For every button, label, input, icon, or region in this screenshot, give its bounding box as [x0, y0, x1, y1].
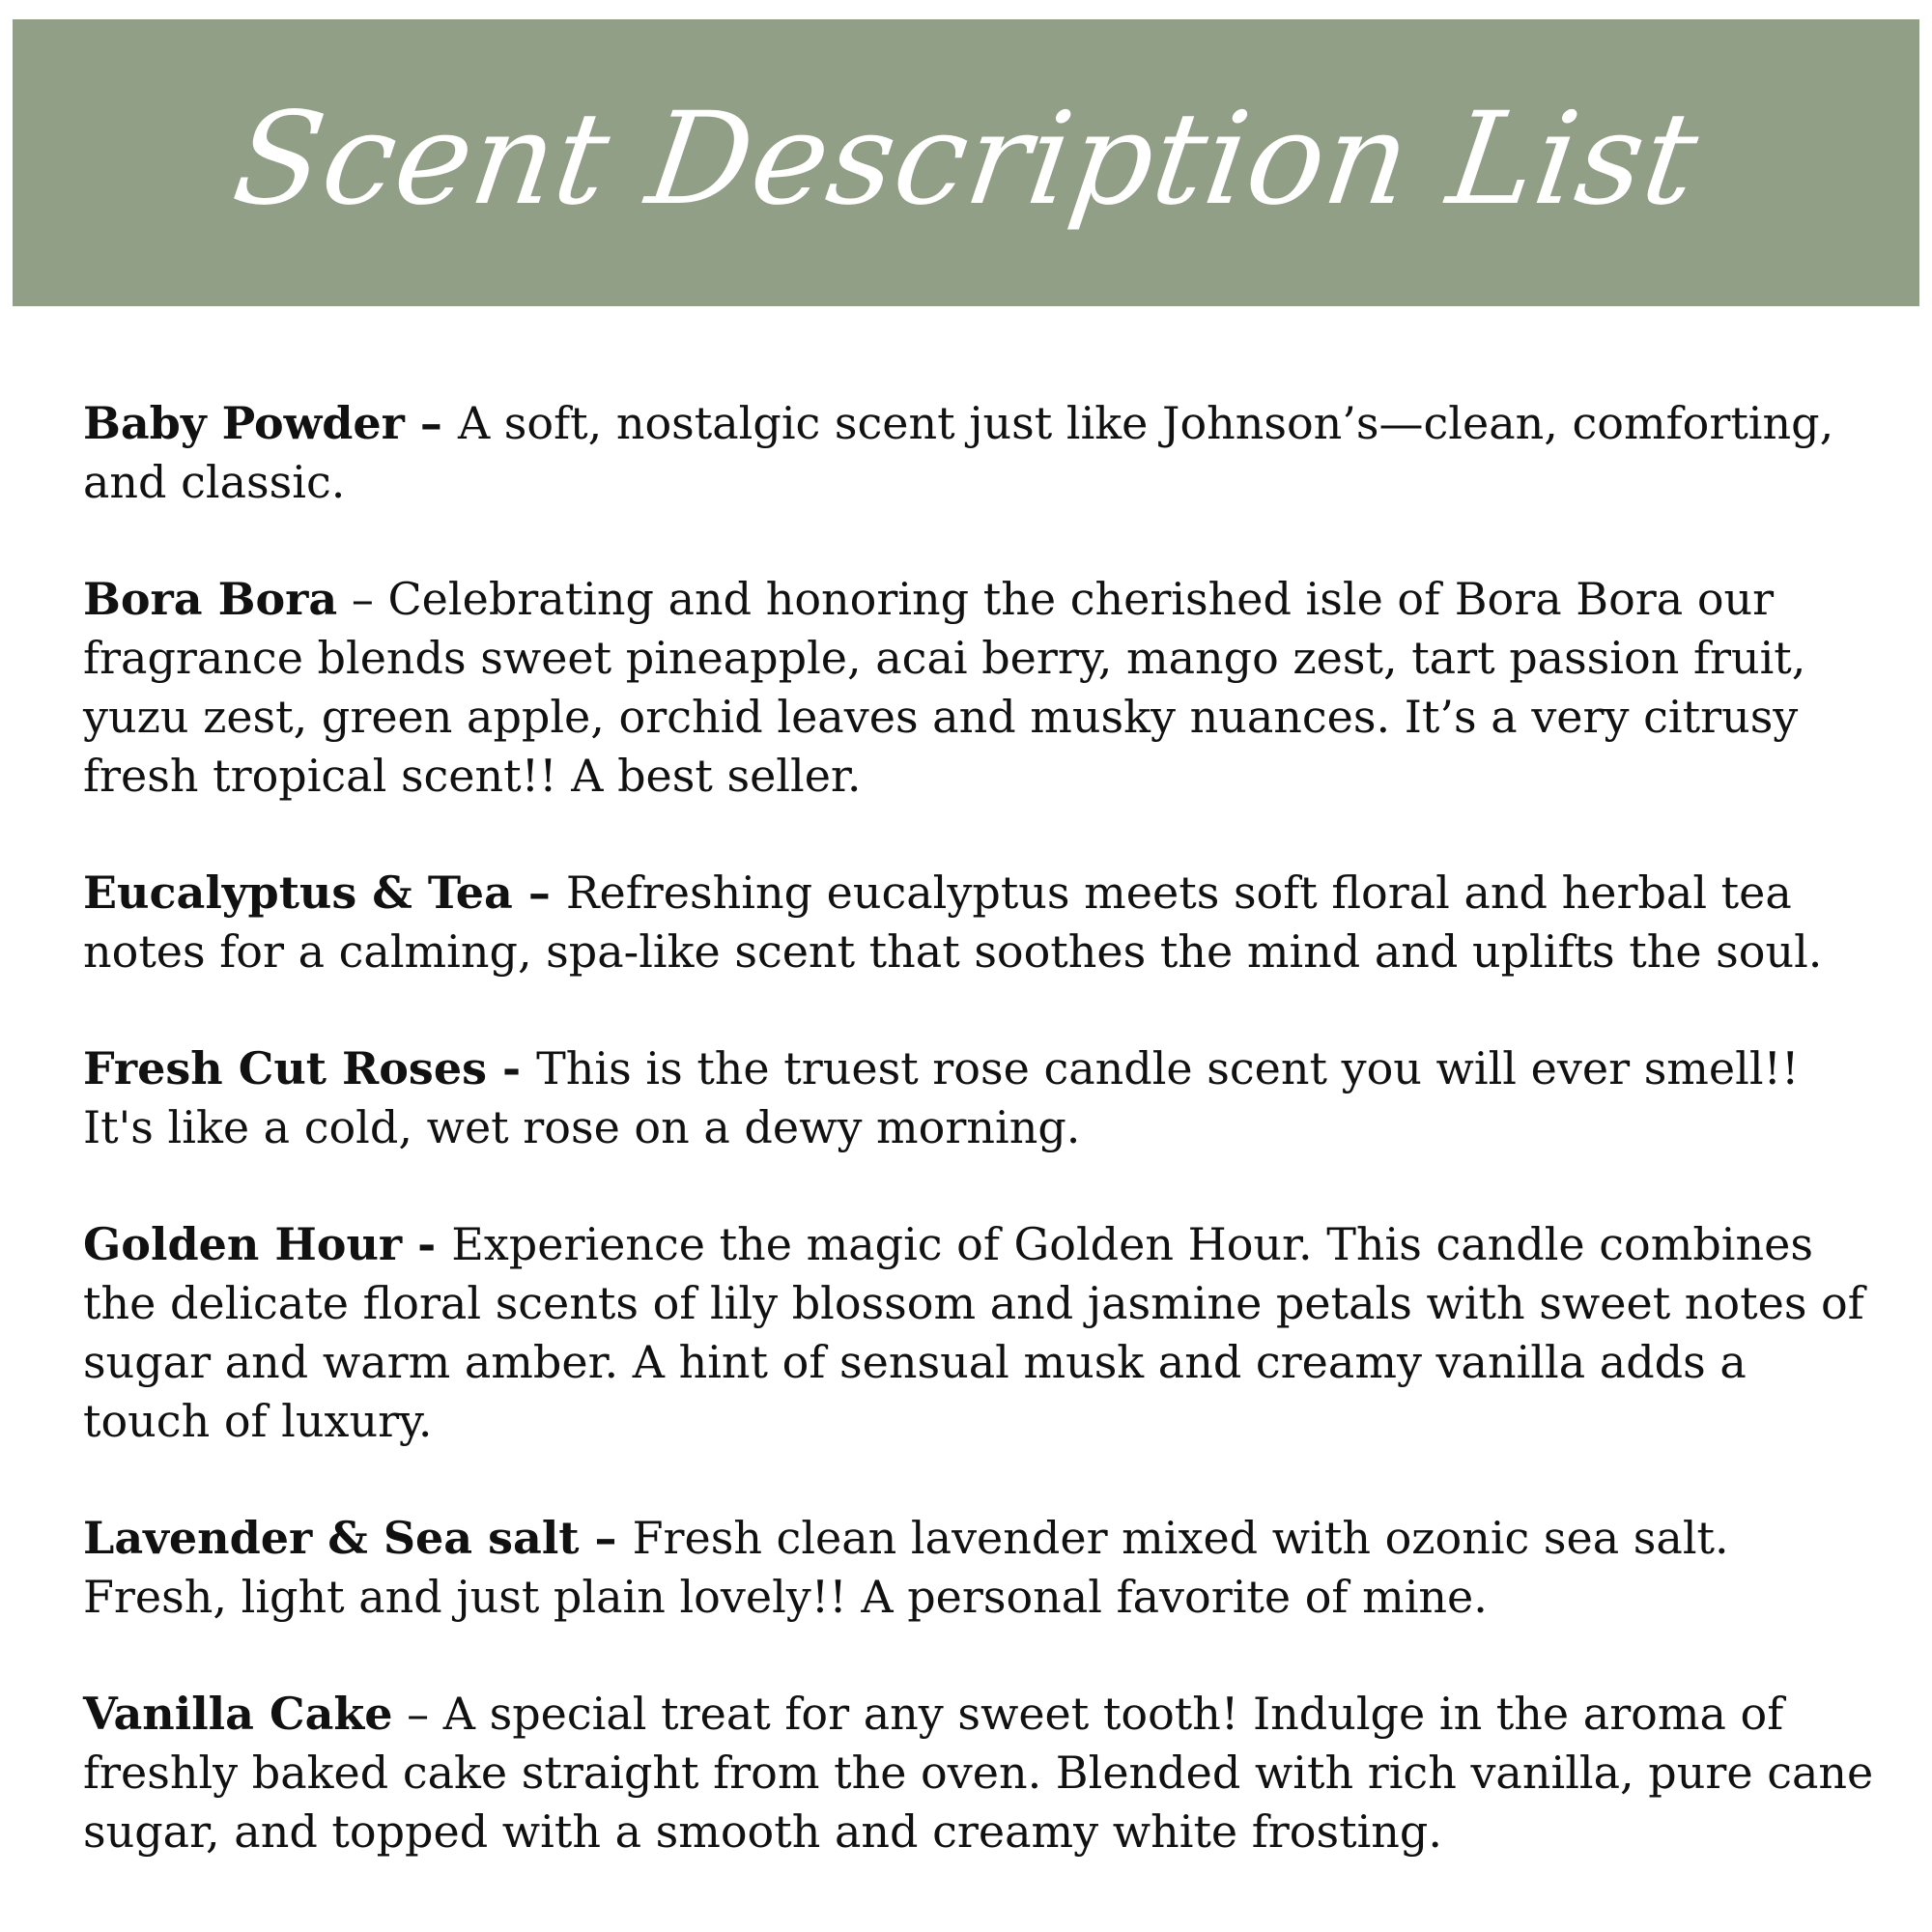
- scent-separator: –: [392, 1688, 443, 1740]
- scent-entry-lavender-sea-salt: [83, 1509, 1880, 1627]
- scent-list: [83, 394, 1880, 1919]
- scent-separator: -: [402, 1218, 452, 1270]
- header-banner: [13, 19, 1919, 306]
- scent-description: Experience the magic of Golden Hour. This candle combines the delicate floral scents of lily blossom and jasmine petals with sweet notes of sugar and warm amber. A hint of sensual musk and creamy vanilla adds a touch of luxury.: [83, 1218, 1864, 1447]
- scent-separator: –: [337, 573, 388, 625]
- scent-description: Refreshing eucalyptus meets soft floral and herbal tea notes for a calming, spa-like scent that soothes the mind and uplifts the soul.: [83, 867, 1823, 978]
- scent-entry-fresh-cut-roses: [83, 1039, 1880, 1157]
- scent-name: Lavender & Sea salt: [83, 1512, 580, 1564]
- scent-description: This is the truest rose candle scent you will ever smell!! It's like a cold, wet rose on a dewy morning.: [83, 1042, 1800, 1153]
- scent-name: Eucalyptus & Tea: [83, 867, 513, 919]
- scent-description: Celebrating and honoring the cherished isle of Bora Bora our fragrance blends sweet pineapple, acai berry, mango zest, tart passion fruit, yuzu zest, green apple, orchid leaves and musky nuances. It’s a very citrusy fresh tropical scent!! A best seller.: [83, 573, 1806, 802]
- page-title: Scent Description List: [225, 84, 1707, 234]
- scent-entry-eucalyptus-tea: [83, 864, 1880, 981]
- scent-description: A soft, nostalgic scent just like Johnson’s—clean, comforting, and classic.: [83, 397, 1834, 508]
- scent-description: A special treat for any sweet tooth! Indulge in the aroma of freshly baked cake straight from the oven. Blended with rich vanilla, pure cane sugar, and topped with a smooth and creamy white frosting.: [83, 1688, 1874, 1858]
- scent-name: Vanilla Cake: [83, 1688, 393, 1740]
- scent-name: Bora Bora: [83, 573, 338, 625]
- scent-separator: –: [512, 867, 566, 919]
- scent-description: Fresh clean lavender mixed with ozonic sea salt. Fresh, light and just plain lovely!! A personal favorite of mine.: [83, 1512, 1729, 1623]
- scent-entry-bora-bora: [83, 570, 1880, 806]
- scent-separator: –: [404, 397, 458, 449]
- scent-name: Baby Powder: [83, 397, 405, 449]
- scent-name: Golden Hour: [83, 1218, 403, 1270]
- scent-entry-baby-powder: [83, 394, 1880, 512]
- scent-entry-vanilla-cake: [83, 1685, 1880, 1861]
- scent-name: Fresh Cut Roses: [83, 1042, 487, 1094]
- scent-entry-golden-hour: [83, 1215, 1880, 1451]
- scent-separator: –: [579, 1512, 633, 1564]
- scent-separator: -: [487, 1042, 537, 1094]
